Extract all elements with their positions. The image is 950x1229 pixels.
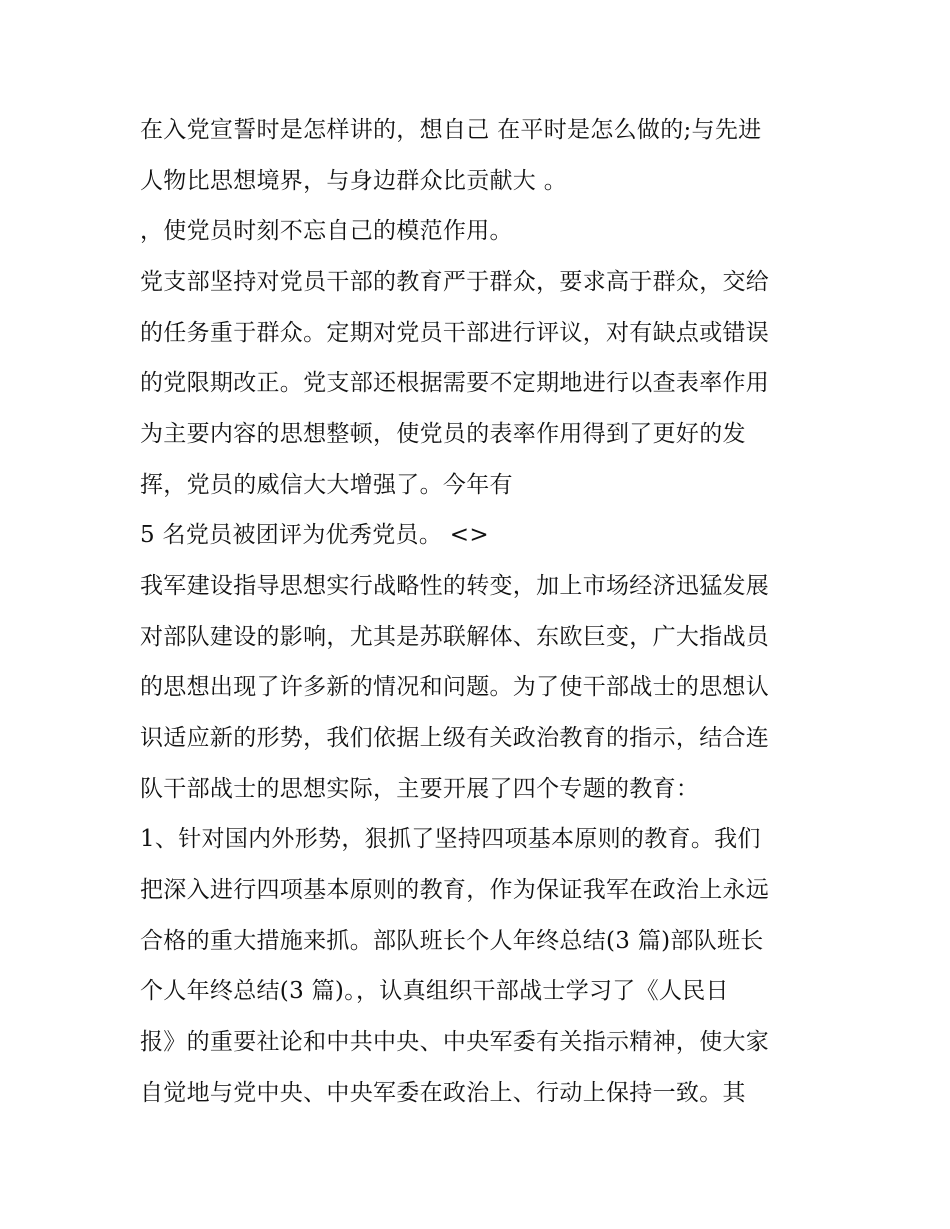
text-line: 我军建设指导思想实行战略性的转变，加上市场经济迅猛发展 <box>140 573 770 599</box>
text-line: ，使党员时刻不忘自己的模范作用。 <box>140 218 513 244</box>
text-line: 识适应新的形势，我们依据上级有关政治教育的指示，结合连 <box>140 725 770 751</box>
text-line: 人物比思想境界，与身边群众比贡献大 。 <box>140 168 568 194</box>
text-line: 报》的重要社论和中共中央、中央军委有关指示精神，使大家 <box>140 1029 770 1055</box>
text-line: 挥，党员的威信大大增强了。今年有 <box>140 472 513 498</box>
text-line: 5 名党员被团评为优秀党员。 <> <box>140 522 489 548</box>
text-line: 把深入进行四项基本原则的教育，作为保证我军在政治上永远 <box>140 877 770 903</box>
text-line: 1、针对国内外形势，狠抓了坚持四项基本原则的教育。我们 <box>140 826 761 852</box>
text-line: 为主要内容的思想整顿，使党员的表率作用得到了更好的发 <box>140 421 746 447</box>
text-line: 的思想出现了许多新的情况和问题。为了使干部战士的思想认 <box>140 674 770 700</box>
text-line: 个人年终总结(3 篇)。，认真组织干部战士学习了《人民日 <box>140 978 729 1004</box>
text-line: 自觉地与党中央、中央军委在政治上、行动上保持一致。其 <box>140 1080 746 1106</box>
text-line: 党支部坚持对党员干部的教育严于群众，要求高于群众，交给 <box>140 269 770 295</box>
text-line: 的党限期改正。党支部还根据需要不定期地进行以查表率作用 <box>140 370 770 396</box>
text-line: 在入党宣誓时是怎样讲的，想自己 在平时是怎么做的;与先进 <box>140 117 762 143</box>
text-line: 的任务重于群众。定期对党员干部进行评议，对有缺点或错误 <box>140 320 770 346</box>
text-line: 队干部战士的思想实际，主要开展了四个专题的教育： <box>140 776 700 802</box>
text-line: 对部队建设的影响，尤其是苏联解体、东欧巨变，广大指战员 <box>140 624 770 650</box>
text-line: 合格的重大措施来抓。部队班长个人年终总结(3 篇)部队班长 <box>140 928 764 954</box>
